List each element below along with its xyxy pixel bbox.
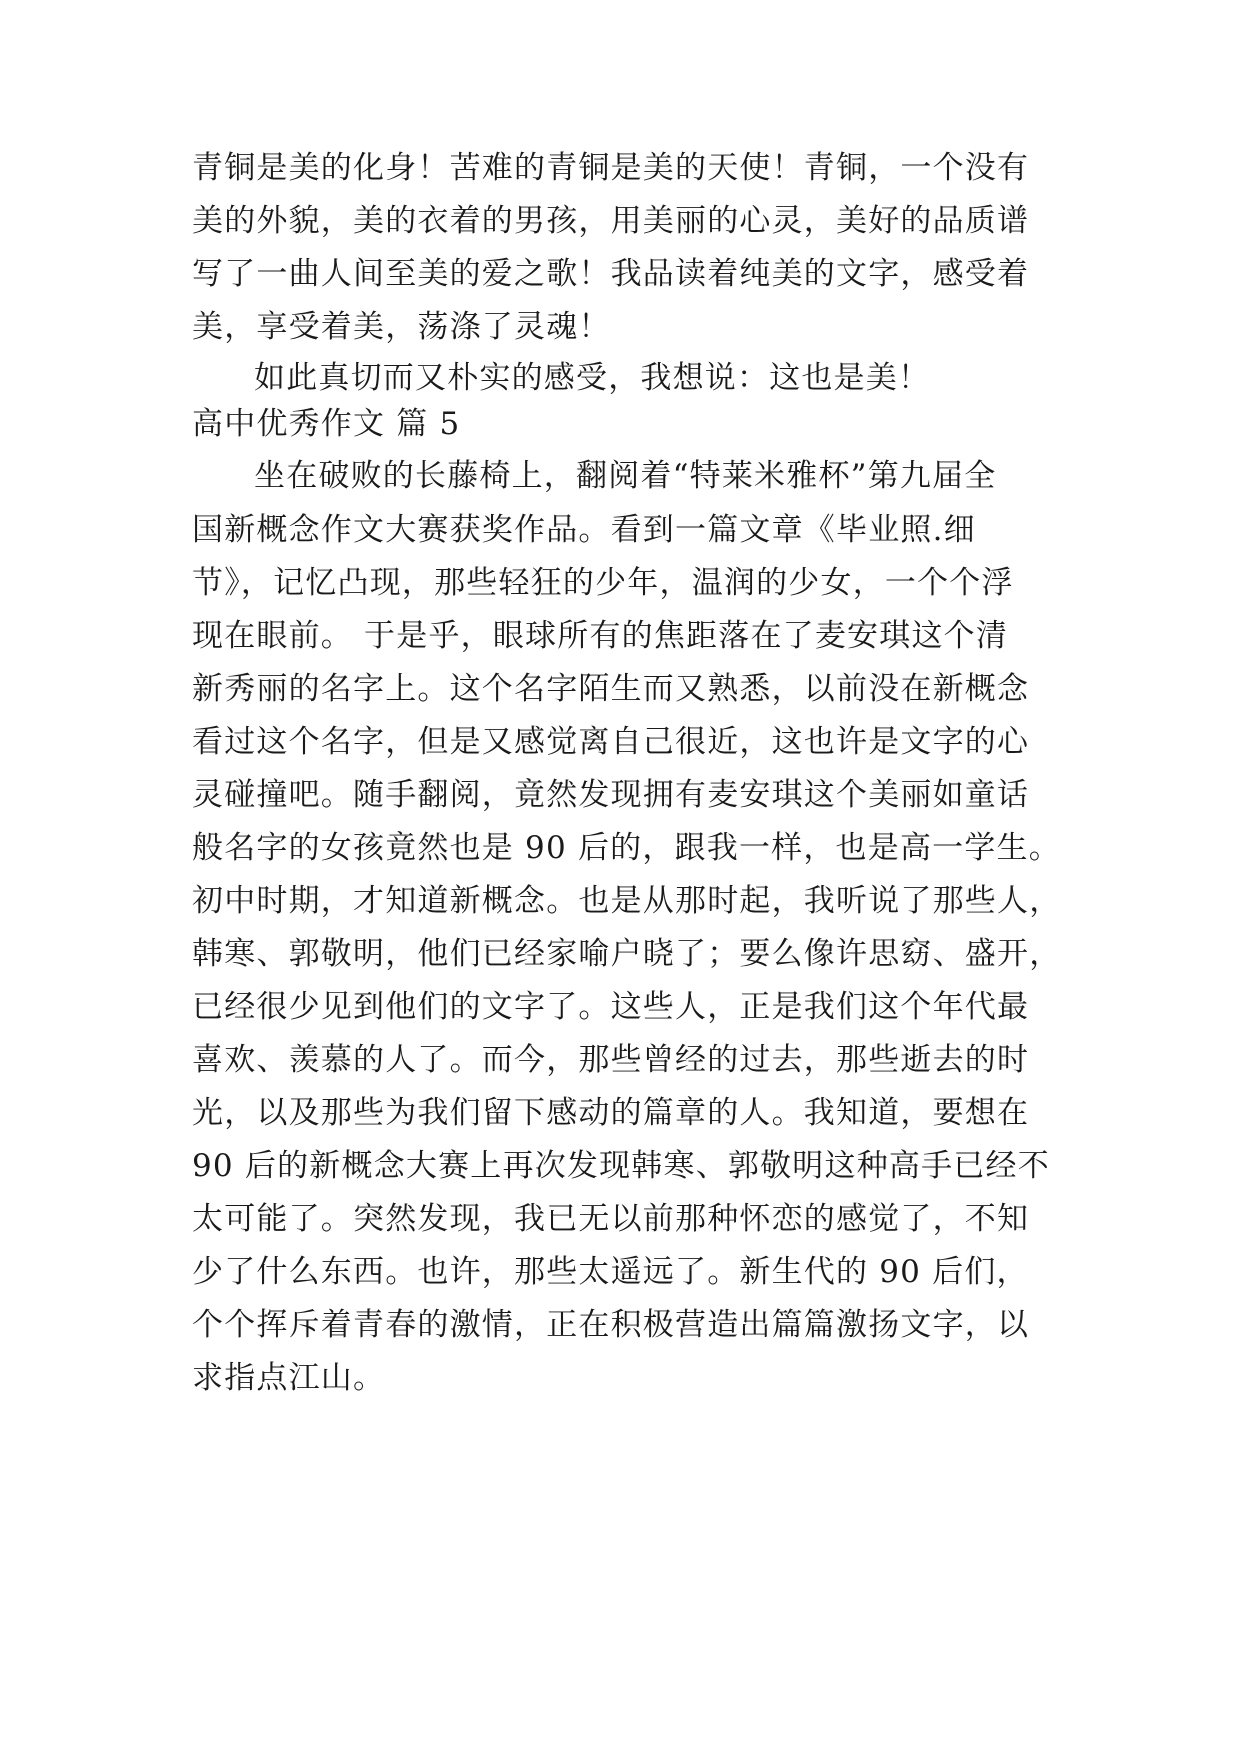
- paragraph-line: 节》，记忆凸现，那些轻狂的少年，温润的少女，一个个浮: [192, 565, 1014, 601]
- paragraph-line: 少了什么东西。也许，那些太遥远了。新生代的 90 后们，: [192, 1254, 1029, 1290]
- section-heading: 高中优秀作文 篇 5: [192, 406, 461, 442]
- paragraph-line: 美的外貌，美的衣着的男孩，用美丽的心灵，美好的品质谱: [192, 203, 1030, 239]
- paragraph-line: 般名字的女孩竟然也是 90 后的，跟我一样，也是高一学生。: [192, 830, 1061, 866]
- paragraph-line: 太可能了。突然发现，我已无以前那种怀恋的感觉了，不知: [192, 1201, 1030, 1237]
- paragraph-line: 国新概念作文大赛获奖作品。看到一篇文章《毕业照.细: [192, 512, 976, 548]
- paragraph-line: 光，以及那些为我们留下感动的篇章的人。我知道，要想在: [192, 1095, 1030, 1131]
- paragraph-line: 灵碰撞吧。随手翻阅，竟然发现拥有麦安琪这个美丽如童话: [192, 777, 1030, 813]
- paragraph-line: 写了一曲人间至美的爱之歌！我品读着纯美的文字，感受着: [192, 256, 1030, 292]
- paragraph-line: 坐在破败的长藤椅上，翻阅着“特莱米雅杯”第九届全: [254, 458, 997, 494]
- paragraph-line: 美，享受着美，荡涤了灵魂！: [192, 309, 611, 345]
- paragraph-line: 新秀丽的名字上。这个名字陌生而又熟悉，以前没在新概念: [192, 671, 1030, 707]
- paragraph-line: 韩寒、郭敬明，他们已经家喻户晓了；要么像许思窈、盛开，: [192, 936, 1062, 972]
- paragraph-line: 已经很少见到他们的文字了。这些人，正是我们这个年代最: [192, 989, 1030, 1025]
- paragraph-line: 现在眼前。 于是乎，眼球所有的焦距落在了麦安琪这个清: [192, 618, 1009, 654]
- paragraph-line: 求指点江山。: [192, 1360, 386, 1396]
- paragraph-line: 90 后的新概念大赛上再次发现韩寒、郭敬明这种高手已经不: [192, 1148, 1050, 1184]
- paragraph-line: 喜欢、羡慕的人了。而今，那些曾经的过去，那些逝去的时: [192, 1042, 1030, 1078]
- paragraph-line: 如此真切而又朴实的感受，我想说：这也是美！: [254, 360, 931, 396]
- paragraph-line: 青铜是美的化身！苦难的青铜是美的天使！青铜，一个没有: [192, 150, 1030, 186]
- paragraph-line: 初中时期，才知道新概念。也是从那时起，我听说了那些人，: [192, 883, 1062, 919]
- paragraph-line: 看过这个名字，但是又感觉离自己很近，这也许是文字的心: [192, 724, 1030, 760]
- paragraph-line: 个个挥斥着青春的激情，正在积极营造出篇篇激扬文字，以: [192, 1307, 1030, 1343]
